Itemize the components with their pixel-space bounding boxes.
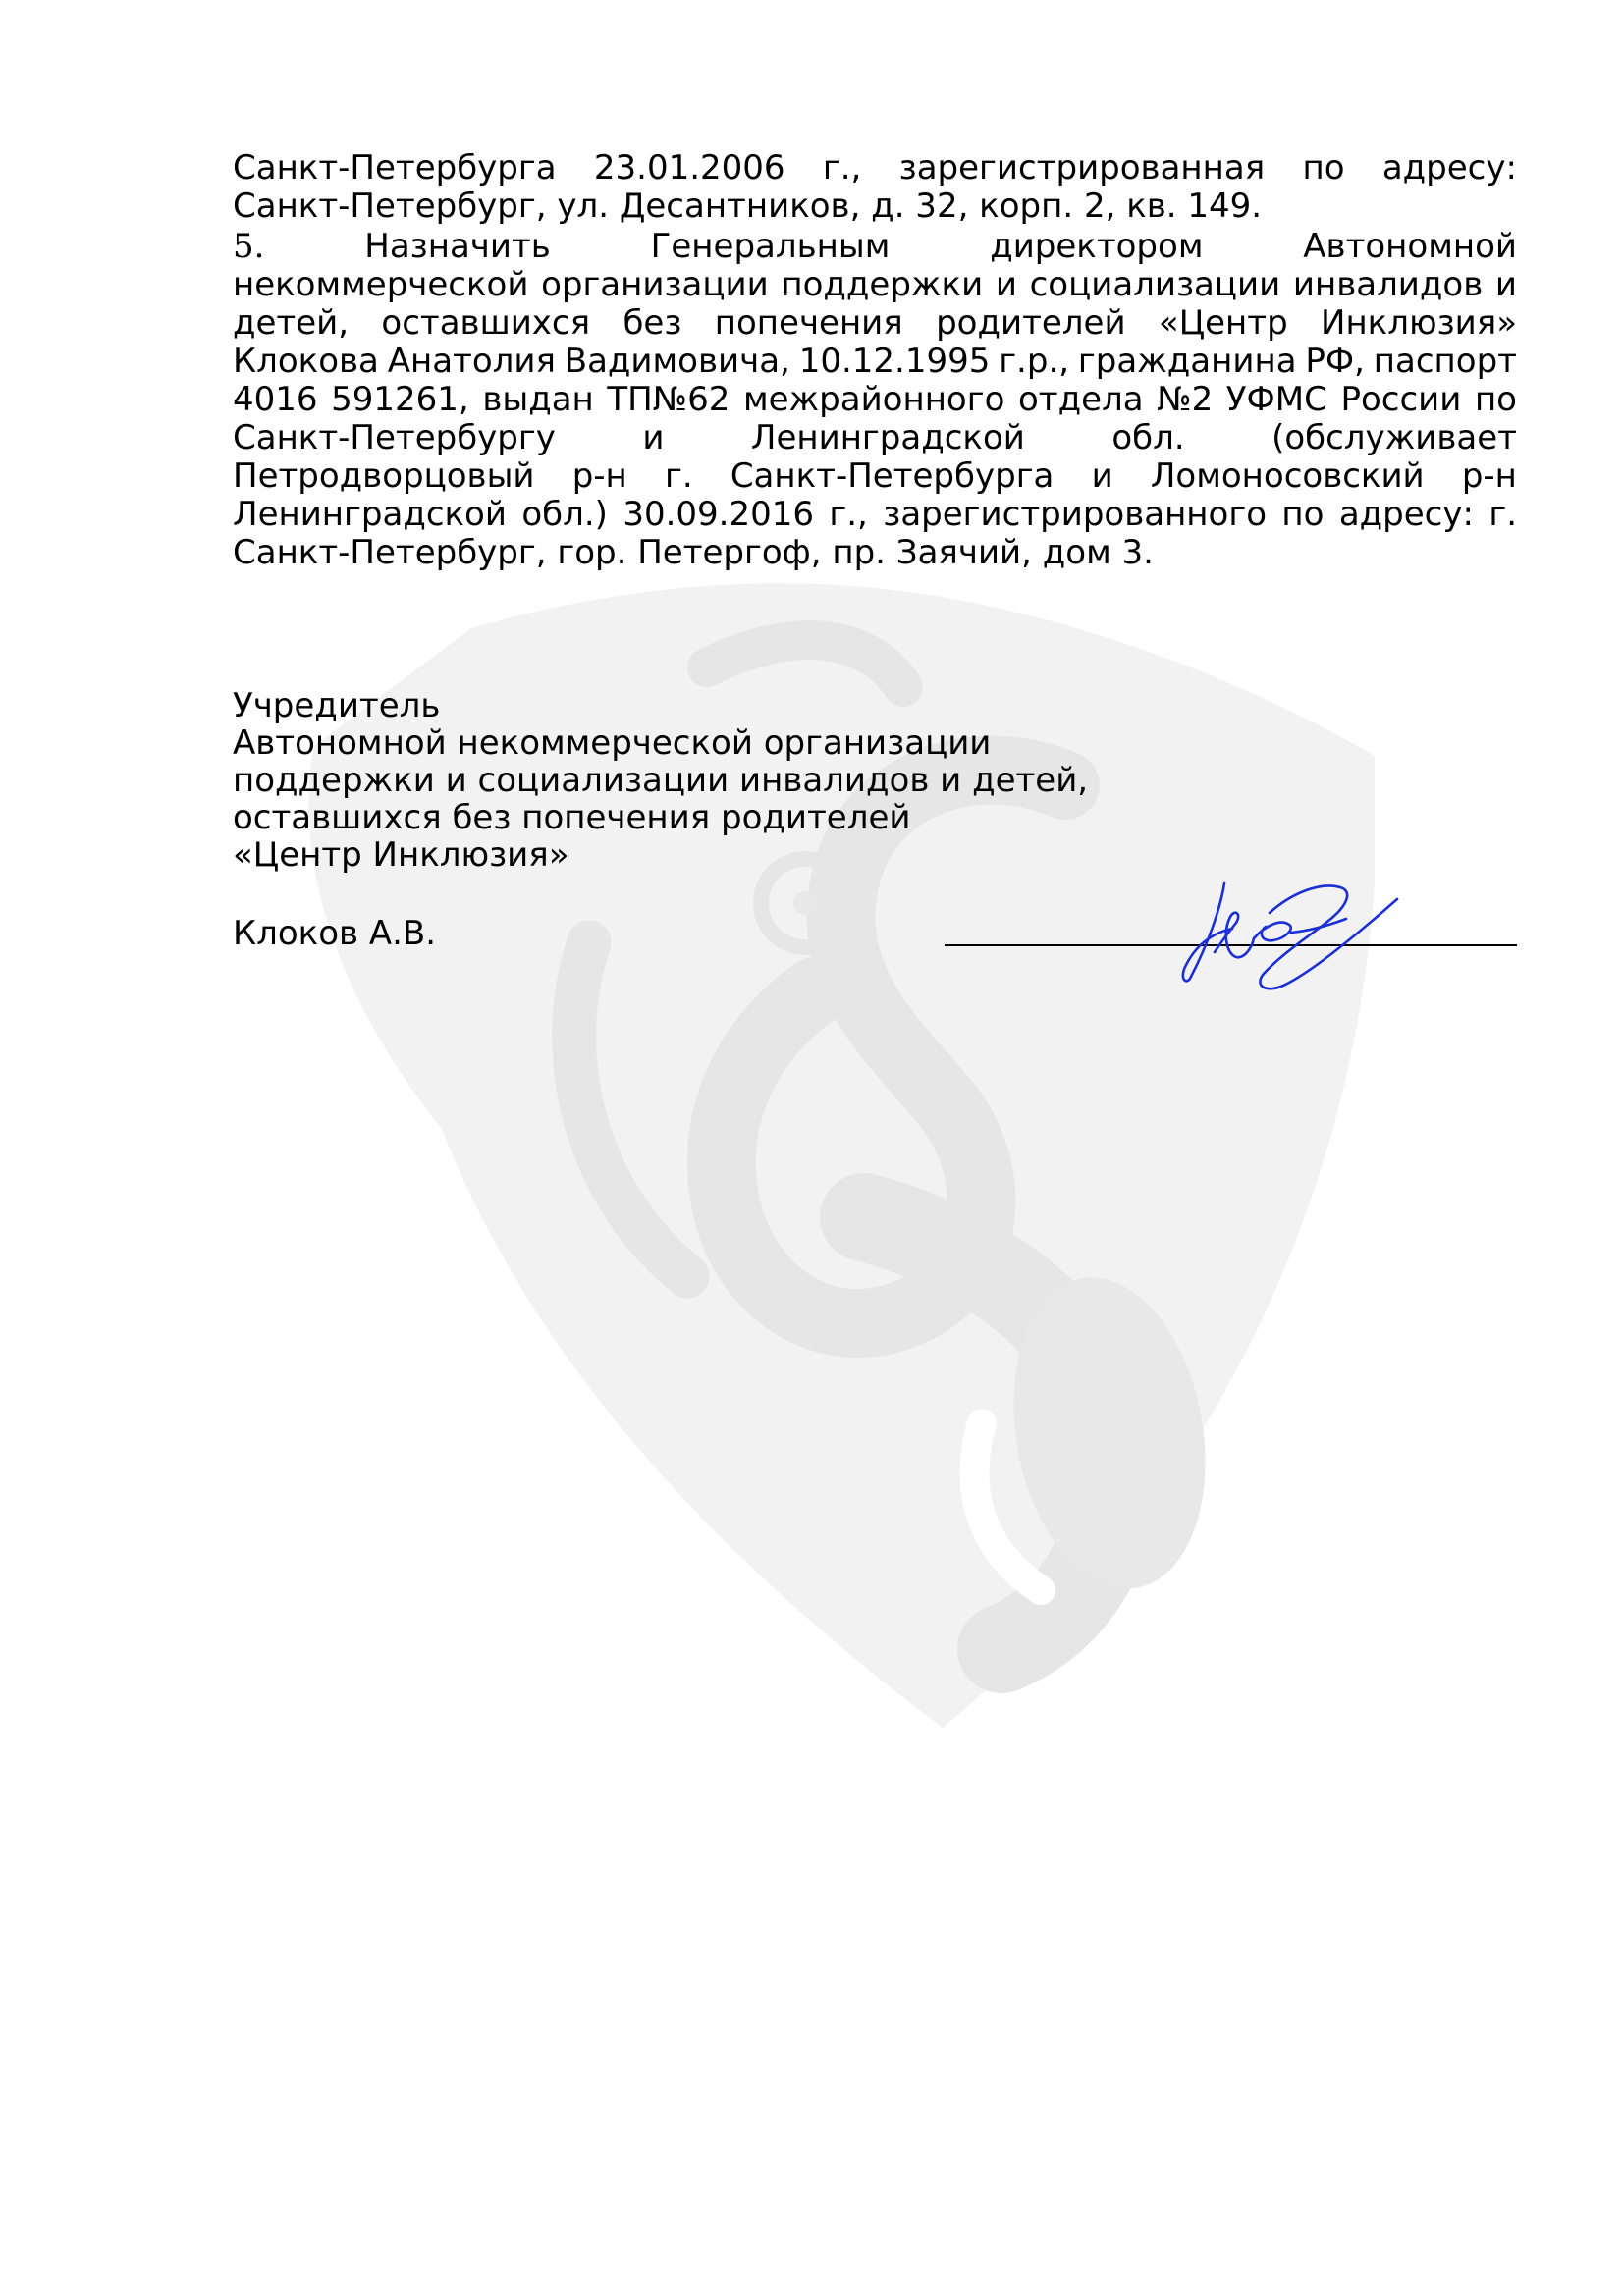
word: по [1281, 495, 1325, 534]
text-line [233, 266, 1517, 304]
word: по [1302, 148, 1345, 187]
word: Автономной [1303, 227, 1517, 266]
org-name-line: «Центр Инклюзия» [233, 835, 569, 875]
word: Санкт-Петербургу [233, 418, 556, 457]
word: социализации [1029, 265, 1281, 304]
word: без [622, 303, 682, 343]
org-name-line: поддержки и социализации инвалидов и детей, [233, 761, 1089, 800]
signer-name: Клоков А.В. [233, 914, 437, 953]
word: директором [990, 227, 1204, 266]
word: адресу: [1381, 148, 1517, 187]
word: Инклюзия» [1321, 303, 1517, 343]
word: №2 [1157, 380, 1214, 419]
word: адресу: [1338, 495, 1474, 534]
word: и [642, 418, 665, 457]
word: отдела [1018, 380, 1144, 419]
word: Санкт-Петербурга [730, 456, 1055, 496]
word: «Центр [1158, 303, 1288, 343]
org-name-line: оставшихся без попечения родителей [233, 798, 911, 837]
text-line [233, 381, 1517, 419]
word: и [1091, 456, 1113, 496]
word: 591261, [331, 380, 469, 419]
word: Ломоносовский [1150, 456, 1425, 496]
word: детей, [233, 303, 350, 343]
founder-title: Учредитель [233, 686, 441, 725]
text-line: Санкт-Петербург, гор. Петергоф, пр. Заячий, дом 3. [233, 533, 1154, 572]
word: г., [829, 495, 868, 534]
word: обл.) [521, 495, 608, 534]
word: и [1494, 265, 1517, 304]
text-line [233, 457, 1517, 496]
word: России [1340, 380, 1462, 419]
word: и [995, 265, 1017, 304]
word: г. [664, 456, 693, 496]
word: г., [822, 148, 862, 187]
word: попечения [714, 303, 903, 343]
word: гражданина [1077, 342, 1297, 381]
word: по [1474, 380, 1517, 419]
text-line: Санкт-Петербург, ул. Десантников, д. 32, корп. 2, кв. 149. [233, 187, 1263, 226]
word: Санкт-Петербурга [233, 148, 557, 187]
word: Ленинградской [233, 495, 507, 534]
handwritten-signature [1163, 864, 1404, 1001]
item-number: 5. [233, 227, 265, 266]
word: некоммерческой [233, 265, 529, 304]
word: ТП№62 [607, 380, 730, 419]
org-name-line: Автономной некоммерческой организации [233, 723, 992, 763]
text-line [233, 496, 1517, 534]
paragraph-item-5 [233, 228, 1517, 572]
word: паспорт [1373, 342, 1517, 381]
word: Анатолия [387, 342, 556, 381]
word: обл. [1111, 418, 1185, 457]
word: (обслуживает [1271, 418, 1517, 457]
text-line [233, 419, 1517, 457]
text-line [233, 228, 1517, 266]
word: поддержки [781, 265, 984, 304]
word: г. [1488, 495, 1517, 534]
word: р-н [1461, 456, 1517, 496]
text-line [233, 304, 1517, 343]
word: РФ, [1305, 342, 1365, 381]
text-line [233, 343, 1517, 381]
paragraph-address [233, 149, 1517, 226]
text-line [233, 149, 1517, 187]
word: организации [541, 265, 769, 304]
word: Клокова [233, 342, 379, 381]
word: УФМС [1225, 380, 1327, 419]
word: Назначить [364, 227, 551, 266]
word: Генеральным [650, 227, 891, 266]
signature-block [233, 687, 1088, 874]
word: г.р., [999, 342, 1070, 381]
word: межрайонного [742, 380, 1005, 419]
word: зарегистрированная [898, 148, 1266, 187]
word: р-н [571, 456, 627, 496]
word: инвалидов [1292, 265, 1484, 304]
word: 23.01.2006 [593, 148, 785, 187]
word: 4016 [233, 380, 318, 419]
word: 30.09.2016 [622, 495, 814, 534]
word: Петродворцовый [233, 456, 535, 496]
word: 10.12.1995 [798, 342, 991, 381]
word: Ленинградской [750, 418, 1025, 457]
word: оставшихся [381, 303, 591, 343]
word: родителей [936, 303, 1126, 343]
word: зарегистрированного [883, 495, 1267, 534]
word: выдан [482, 380, 594, 419]
word: Вадимовича, [564, 342, 790, 381]
